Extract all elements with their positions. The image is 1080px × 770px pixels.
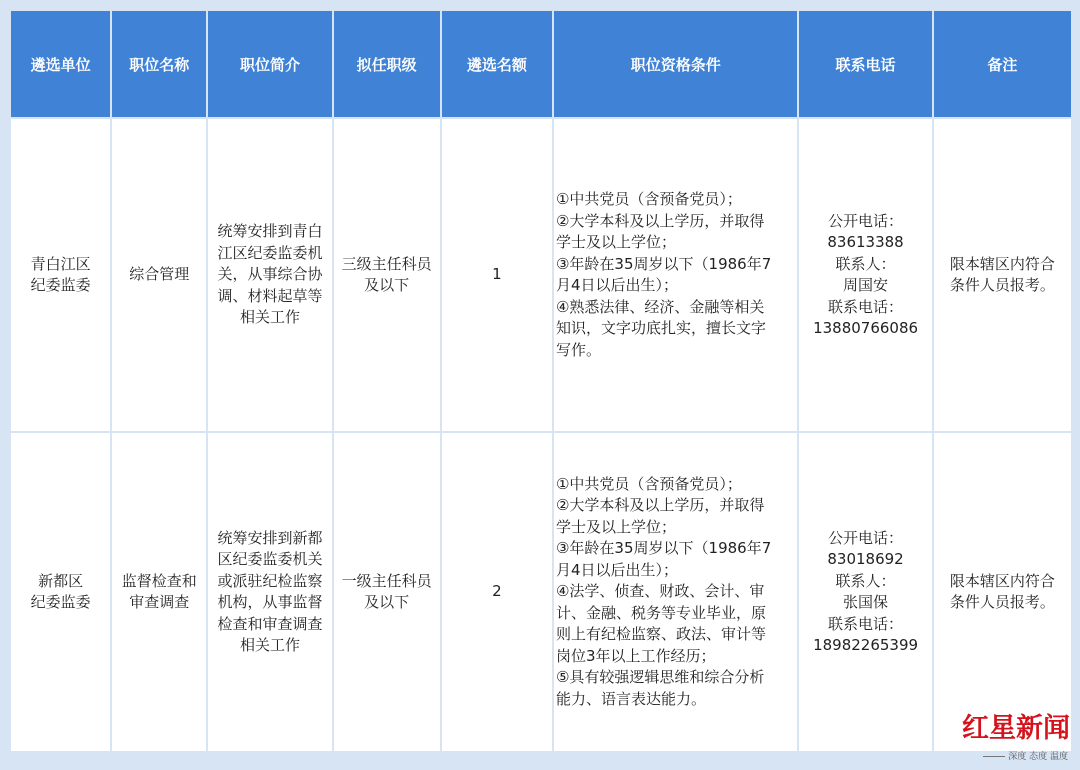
table-row: [11, 119, 1071, 431]
recruitment-table: [9, 9, 1073, 753]
cell-quota: 2: [442, 433, 552, 751]
header-note: 备注: [934, 11, 1071, 117]
table-row: [11, 433, 1071, 751]
brand-watermark: [940, 706, 1070, 762]
cell-unit: 青白江区 纪委监委: [11, 119, 110, 431]
cell-position-intro: 统筹安排到青白 江区纪委监委机 关，从事综合协 调、材料起草等 相关工作: [208, 119, 331, 431]
cell-level: 三级主任科员 及以下: [334, 119, 440, 431]
header-contact: 联系电话: [799, 11, 931, 117]
brand-logo-text: 红星新闻: [962, 713, 1070, 744]
cell-requirements: ①中共党员（含预备党员）； ②大学本科及以上学历，并取得 学士及以上学位； ③年龄在35周岁以下（1986年7 月4日以后出生）； ④法学、侦查、财政、会计、审 计、金融、税务等专业毕业，原 则上有纪检监察、政法、审计等 岗位3年以上工作经历； ⑤具有较强逻辑思维和综合分析 能力、语言表达能力。: [554, 433, 797, 751]
cell-unit: 新都区 纪委监委: [11, 433, 110, 751]
header-requirements: 职位资格条件: [554, 11, 797, 117]
cell-position-intro: 统筹安排到新都 区纪委监委机关 或派驻纪检监察 机构，从事监督 检查和审查调查 相关工作: [208, 433, 331, 751]
header-level: 拟任职级: [334, 11, 440, 117]
cell-contact: 公开电话： 83613388 联系人： 周国安 联系电话： 13880766086: [799, 119, 931, 431]
cell-note: 限本辖区内符合 条件人员报考。: [934, 119, 1071, 431]
cell-position-name: 综合管理: [112, 119, 206, 431]
brand-tagline: 深度 态度 温度: [983, 749, 1068, 762]
cell-level: 一级主任科员 及以下: [334, 433, 440, 751]
cell-quota: 1: [442, 119, 552, 431]
cell-requirements: ①中共党员（含预备党员）； ②大学本科及以上学历，并取得 学士及以上学位； ③年龄在35周岁以下（1986年7 月4日以后出生）； ④熟悉法律、经济、金融等相关 知识，文字功底扎实，擅长文字 写作。: [554, 119, 797, 431]
table-header-row: [11, 11, 1071, 117]
cell-contact: 公开电话： 83018692 联系人： 张国保 联系电话： 18982265399: [799, 433, 931, 751]
cell-position-name: 监督检查和 审查调查: [112, 433, 206, 751]
header-quota: 遴选名额: [442, 11, 552, 117]
header-position-name: 职位名称: [112, 11, 206, 117]
cell-note: 限本辖区内符合 条件人员报考。: [934, 433, 1071, 751]
header-unit: 遴选单位: [11, 11, 110, 117]
header-position-intro: 职位简介: [208, 11, 331, 117]
